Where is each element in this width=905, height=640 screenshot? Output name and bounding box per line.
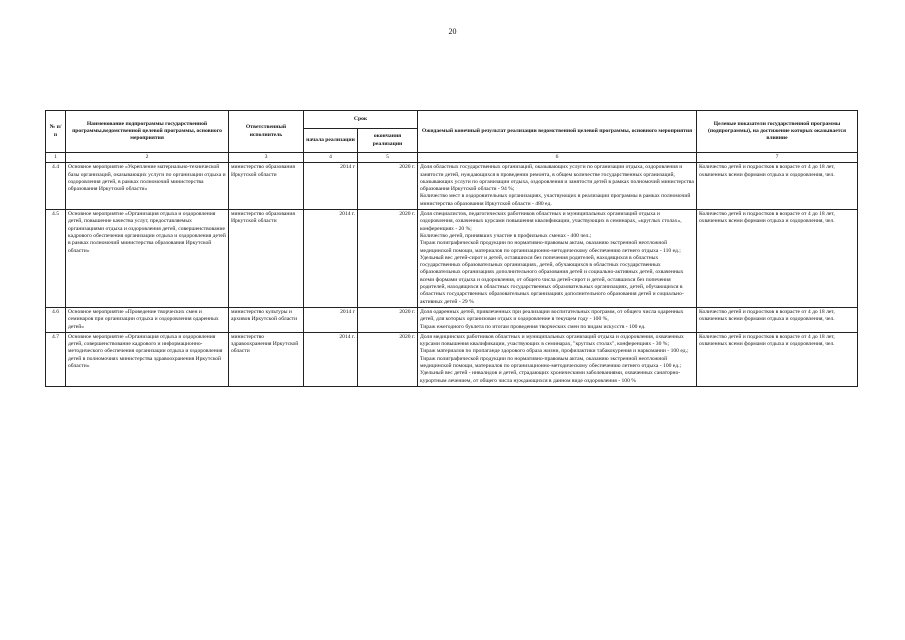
row-start-year: 2014 г: [304, 307, 358, 332]
row-start-year: 2014 г: [304, 163, 358, 210]
result-line: Доля областных государственных организаций, оказывающих услуги по организации отдыха, оздоровления и занятости детей, нуждающихся в проведении ремонта, в общем количестве государственных организаций, оказывающих услуги по организации отдыха, оздоровления и занятости детей в рамках полномочий министерства образования Иркутской области - 94 %;: [420, 164, 694, 193]
row-number: 4.6: [46, 307, 66, 332]
column-number: 2: [66, 153, 229, 163]
table-row: [46, 163, 858, 210]
header-indicators: Целевые показатели государственной программы (подпрограммы), на достижение которых оказывается влияние: [697, 111, 858, 153]
program-table: [45, 110, 858, 387]
row-start-year: 2014 г.: [304, 210, 358, 308]
header-row: [46, 111, 858, 129]
result-line: Удельный вес детей - инвалидов и детей, страдающих хроническими заболеваниями, охваченных санаторно-курортным лечением, от общего числа нуждающихся в данном виде оздоровления - 100 %: [420, 370, 681, 384]
column-number: 1: [46, 153, 66, 163]
column-number-row: [46, 153, 858, 163]
result-line: Тираж материалов по пропаганде здорового образа жизни, профилактики табакокурения и наркомании - 100 ед.;: [420, 348, 689, 355]
result-line: Количество мест в оздоровительных организациях, участвующих в реализации программы в рамках полномочий министерства образования Иркутской области - 480 ед.: [420, 193, 691, 207]
page-number: 20: [448, 27, 457, 36]
header-term: Срок: [304, 111, 418, 129]
result-line: Доля специалистов, педагогических работников областных и муниципальных организаций отдыха и оздоровления, охваченных курсами повышения квалификации, участвующих в семинарах, «круглых столах», конференциях - 20 %;: [420, 211, 682, 232]
result-line: Доля медицинских работников областных и муниципальных организаций отдыха и оздоровления, охваченных курсами повышения квалификации, участвующих в семинарах, "круглых столах", конференциях - 30 %;: [420, 333, 684, 348]
result-line: Доля одаренных детей, привлеченных при реализации воспитательных программ, от общего числа одаренных детей, для которых организован отдых и оздоровление в текущем году - 100 %,: [420, 308, 684, 323]
result-line: Количество детей, принявших участие в профильных сменах - 400 чел.;: [420, 232, 592, 239]
result-line: Тираж ежегодного буклета по итогам проведения творческих смен по видам искусств - 100 ед.: [420, 323, 646, 330]
column-number: 3: [229, 153, 304, 163]
column-number: 4: [304, 153, 358, 163]
row-activity-name: Основное мероприятие «Организация отдыха и оздоровления детей, совершенствование кадрового и информационно-методического обеспечения организации отдыха и оздоровления детей в полномочиях министерства здравоохранения Иркутской области»: [66, 332, 229, 386]
row-activity-name: Основное мероприятие «Проведение творческих смен и семинаров при организации отдыха и оздоровления одаренных детей»: [66, 307, 229, 332]
column-number: 7: [697, 153, 858, 163]
row-end-year: 2020 г.: [358, 210, 418, 308]
result-line: Тираж полиграфической продукции по нормативно-правовым актам, оказанию экстренной неотложной медицинской помощи, материалов по организационно-методическому обеспечению летнего отдыха - 100 ед.;: [420, 355, 682, 370]
header-num: № п/п: [46, 111, 66, 153]
row-expected-result: [418, 332, 697, 386]
row-number: 4.4: [46, 163, 66, 210]
row-end-year: 2020 г.: [358, 332, 418, 386]
row-end-year: 2020 г.: [358, 307, 418, 332]
row-start-year: 2014 г.: [304, 332, 358, 386]
row-expected-result: [418, 307, 697, 332]
row-end-year: 2020 г.: [358, 163, 418, 210]
result-line: Удельный вес детей-сирот и детей, оставшихся без попечения родителей, находящихся в областных государственных образовательных организациях, детей, обучающихся в областных государственных образовательных организациях дополнительного образования детей и социально-активных детей, охваченных всеми формами отдыха и оздоровления, от общего числа детей-сирот и детей, оставшихся без попечения родителей, находящихся в областных государственных образовательных организациях, детей, обучающихся в областных государственных образовательных организациях дополнительного образования детей и социально-активных детей - 29 %: [420, 254, 684, 305]
header-term-start: начала реализации: [304, 129, 358, 153]
header-executor: Ответственный исполнитель: [229, 111, 304, 153]
row-executor: министерство образования Иркутской области: [229, 163, 304, 210]
table-row: [46, 332, 858, 386]
row-indicator: Количество детей и подростков в возрасте от 4 до 18 лет, охваченных всеми формами отдыха и оздоровления, чел.: [697, 332, 858, 386]
row-activity-name: Основное мероприятие «Укрепление материально-технической базы организаций, оказывающих услуги по организации отдыха и оздоровления детей, в рамках полномочий министерства образования Иркутской области»: [66, 163, 229, 210]
row-indicator: Количество детей и подростков в возрасте от 4 до 18 лет, охваченных всеми формами отдыха и оздоровления, чел.: [697, 163, 858, 210]
header-term-end: окончания реализации: [358, 129, 418, 153]
row-executor: министерство культуры и архивов Иркутской области: [229, 307, 304, 332]
row-number: 4.7: [46, 332, 66, 386]
row-expected-result: [418, 163, 697, 210]
row-executor: министерство здравоохранения Иркутской области: [229, 332, 304, 386]
row-indicator: Количество детей и подростков в возрасте от 4 до 18 лет, охваченных всеми формами отдыха и оздоровления, чел.: [697, 210, 858, 308]
result-line: Тираж полиграфической продукции по нормативно-правовым актам, оказанию экстренной неотложной медицинской помощи, материалов по организационно-методическому обеспечению летнего отдыха - 110 ед.;: [420, 240, 681, 254]
table-row: [46, 307, 858, 332]
row-indicator: Количество детей и подростков в возрасте от 4 до 18 лет, охваченных всеми формами отдыха и оздоровления, чел.: [697, 307, 858, 332]
table-row: [46, 210, 858, 308]
row-executor: министерство образования Иркутской области: [229, 210, 304, 308]
row-activity-name: Основное мероприятие «Организация отдыха и оздоровления детей, повышение качества услуг, предоставляемых организациями отдыха и оздоровления детей, совершенствование кадрового обеспечения организации отдыха и оздоровления детей в рамках полномочий министерства образования Иркутской области»: [66, 210, 229, 308]
header-result: Ожидаемый конечный результат реализации ведомственной целевой программы, основного мероприятия: [418, 111, 697, 153]
row-expected-result: [418, 210, 697, 308]
column-number: 5: [358, 153, 418, 163]
header-name: Наименование подпрограммы государственной программы,ведомственной целевой программы, основного мероприятия: [66, 111, 229, 153]
row-number: 4.5: [46, 210, 66, 308]
column-number: 6: [418, 153, 697, 163]
